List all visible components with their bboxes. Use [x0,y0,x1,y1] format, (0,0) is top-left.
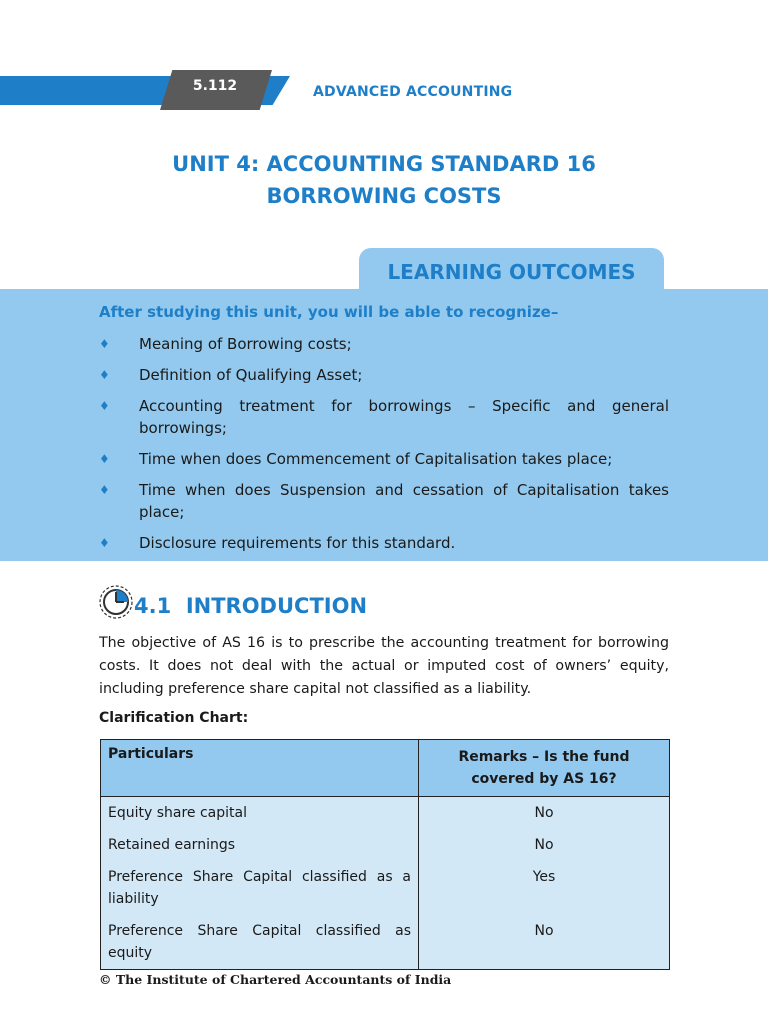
list-item-text: Accounting treatment for borrowings – Specific and general borrowings; [139,397,669,437]
list-item-text: Time when does Commencement of Capitalisation takes place; [139,450,613,468]
table-cell-remark: No [419,797,670,830]
learning-outcomes-tab [359,248,664,292]
learning-outcomes-heading: LEARNING OUTCOMES [387,260,636,284]
diamond-bullet-icon: ♦ [99,483,110,497]
table-cell-particular: Preference Share Capital classified as equity [101,915,419,970]
table-header-row [101,740,670,797]
clock-icon [98,584,134,620]
intro-paragraph: The objective of AS 16 is to prescribe the accounting treatment for borrowing costs. It does not deal with the actual or imputed cost of owners’ equity, including preference share capital not classified as a liability. [99,635,669,697]
clarification-chart-label: Clarification Chart: [99,710,249,726]
diamond-bullet-icon: ♦ [99,536,110,550]
list-item-text: Disclosure requirements for this standard. [139,534,456,552]
table-row [101,797,670,830]
diamond-bullet-icon: ♦ [99,368,110,382]
list-item [99,532,669,554]
list-item [99,364,669,386]
diamond-bullet-icon: ♦ [99,337,110,351]
table-row [101,915,670,970]
diamond-bullet-icon: ♦ [99,452,110,466]
section-title: 4.1 INTRODUCTION [134,594,368,618]
list-item-text: Time when does Suspension and cessation of Capitalisation takes place; [139,481,669,521]
list-item [99,448,669,470]
learning-outcomes-list [99,333,669,563]
table-cell-remark: Yes [419,861,670,915]
column-header-particulars: Particulars [101,740,419,797]
list-item [99,479,669,523]
list-item [99,333,669,355]
page-number: 5.112 [192,78,238,94]
list-item-text: Definition of Qualifying Asset; [139,366,363,384]
learning-outcomes-intro: After studying this unit, you will be able to recognize– [99,303,559,321]
column-header-remarks: Remarks – Is the fund covered by AS 16? [419,740,670,797]
table-cell-particular: Preference Share Capital classified as a liability [101,861,419,915]
clarification-table [100,739,670,970]
table-row [101,861,670,915]
book-title: ADVANCED ACCOUNTING [313,84,513,100]
table-cell-remark: No [419,915,670,970]
list-item-text: Meaning of Borrowing costs; [139,335,352,353]
footer-copyright: © The Institute of Chartered Accountants of India [99,972,452,987]
unit-title-line2: BORROWING COSTS [266,184,502,208]
table-cell-particular: Retained earnings [101,829,419,861]
table-row [101,829,670,861]
diamond-bullet-icon: ♦ [99,399,110,413]
table-cell-remark: No [419,829,670,861]
table-cell-particular: Equity share capital [101,797,419,830]
unit-title-line1: UNIT 4: ACCOUNTING STANDARD 16 [172,152,596,176]
list-item [99,395,669,439]
